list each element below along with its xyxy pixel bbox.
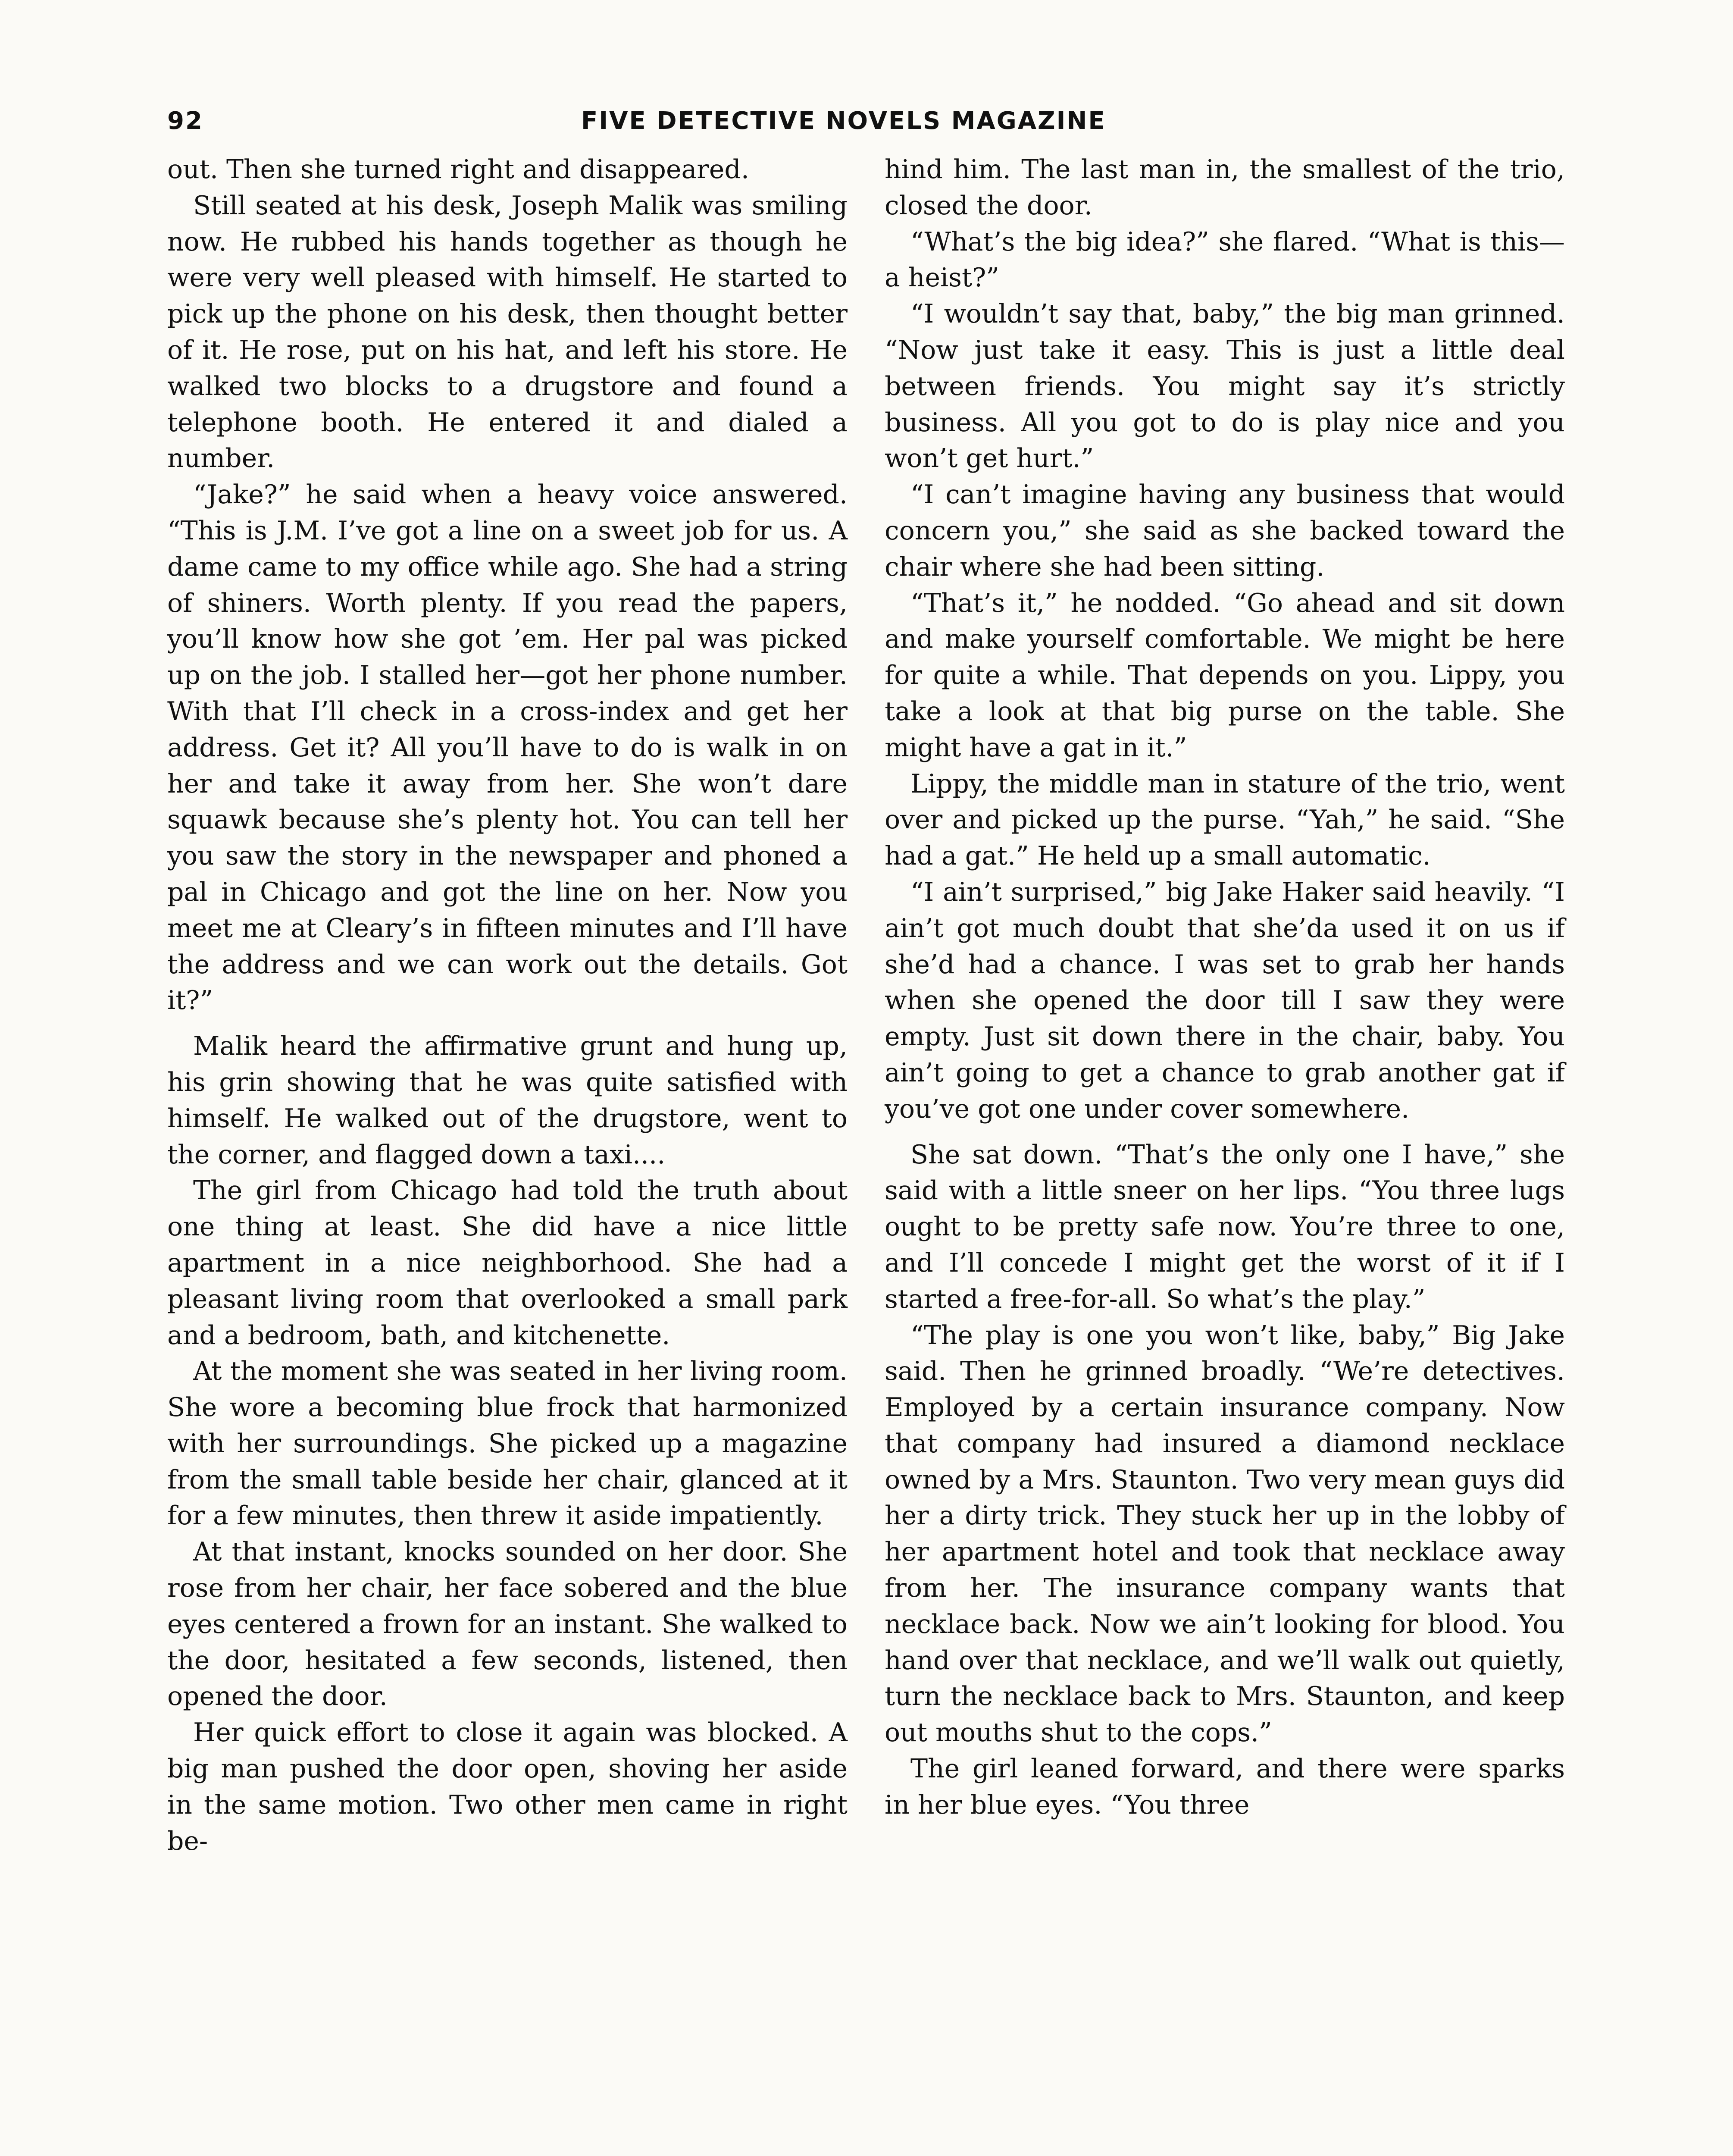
paragraph: “I can’t imagine having any business that would concern you,” she said as she backed toward the chair where she had been sitting.	[885, 479, 1565, 582]
paragraph: “The play is one you won’t like, baby,” Big Jake said. Then he grinned broadly. “We’re detectives. Employed by a certain insurance company. Now that company had insured a diamond necklace owned by a Mrs. Staunton. Two very mean guys did her a dirty trick. They stuck her up in the lobby of her apartment hotel and took that necklace away from her. The insurance company wants that necklace back. Now we ain’t looking for blood. You hand over that necklace, and we’ll walk out quietly, turn the necklace back to Mrs. Staunton, and keep out mouths shut to the cops.”	[885, 1320, 1565, 1748]
paragraph: Still seated at his desk, Joseph Malik was smiling now. He rubbed his hands together as though he were very well pleased with himself. He started to pick up the phone on his desk, then thought better of it. He rose, put on his hat, and left his store. He walked two blocks to a drugstore and found a telephone booth. He entered it and dialed a number.	[167, 190, 848, 474]
paragraph: “That’s it,” he nodded. “Go ahead and sit down and make yourself comfortable. We might be here for quite a while. That depends on you. Lippy, you take a look at that big purse on the table. She might have a gat in it.”	[885, 588, 1565, 763]
paragraph: “I ain’t surprised,” big Jake Haker said heavily. “I ain’t got much doubt that she’da used it on us if she’d had a chance. I was set to grab her hands when she opened the door till I saw they were empty. Just sit down there in the chair, baby. You ain’t going to get a chance to grab another gat if you’ve got one under cover somewhere.	[885, 877, 1565, 1124]
paragraph: “I wouldn’t say that, baby,” the big man grinned. “Now just take it easy. This is just a little deal between friends. You might say it’s strictly business. All you got to do is play nice and you won’t get hurt.”	[885, 299, 1565, 474]
paragraph: Malik heard the affirmative grunt and hung up, his grin showing that he was quite satisfied with himself. He walked out of the drugstore, went to the corner, and flagged down a taxi....	[167, 1031, 848, 1170]
right-text-column	[885, 152, 1565, 1824]
running-header	[167, 107, 1578, 146]
paragraph: The girl leaned forward, and there were sparks in her blue eyes. “You three	[885, 1754, 1565, 1820]
paragraph: Her quick effort to close it again was blocked. A big man pushed the door open, shoving her aside in the same motion. Two other men came in right be-	[167, 1717, 848, 1856]
paragraph: At that instant, knocks sounded on her door. She rose from her chair, her face sobered and the blue eyes centered a frown for an instant. She walked to the door, hesitated a few seconds, listened, then opened the door.	[167, 1537, 848, 1712]
paragraph: Lippy, the middle man in stature of the trio, went over and picked up the purse. “Yah,” he said. “She had a gat.” He held up a small automatic.	[885, 768, 1565, 871]
paragraph: hind him. The last man in, the smallest of the trio, closed the door.	[885, 154, 1565, 221]
paragraph: “Jake?” he said when a heavy voice answered. “This is J.M. I’ve got a line on a sweet job for us. A dame came to my office while ago. She had a string of shiners. Worth plenty. If you read the papers, you’ll know how she got ’em. Her pal was picked up on the job. I stalled her—got her phone number. With that I’ll check in a cross-index and get her address. Get it? All you’ll have to do is walk in on her and take it away from her. She won’t dare squawk because she’s plenty hot. You can tell her you saw the story in the newspaper and phoned a pal in Chicago and got the line on her. Now you meet me at Cleary’s in fifteen minutes and I’ll have the address and we can work out the details. Got it?”	[167, 479, 848, 1016]
paragraph: out. Then she turned right and disappeared.	[167, 154, 749, 185]
left-text-column	[167, 152, 848, 1859]
page-number: 92	[167, 107, 203, 135]
magazine-title: FIVE DETECTIVE NOVELS MAGAZINE	[581, 107, 1106, 135]
paragraph: She sat down. “That’s the only one I have,” she said with a little sneer on her lips. “You three lugs ought to be pretty safe now. You’re three to one, and I’ll concede I might get the worst of it if I started a free-for-all. So what’s the play.”	[885, 1139, 1565, 1314]
paragraph: The girl from Chicago had told the truth about one thing at least. She did have a nice little apartment in a nice neighborhood. She had a pleasant living room that overlooked a small park and a bedroom, bath, and kitchenette.	[167, 1175, 848, 1351]
paragraph: “What’s the big idea?” she flared. “What is this—a heist?”	[885, 226, 1565, 293]
paragraph: At the moment she was seated in her living room. She wore a becoming blue frock that harmonized with her surroundings. She picked up a magazine from the small table beside her chair, glanced at it for a few minutes, then threw it aside impatiently.	[167, 1356, 848, 1531]
